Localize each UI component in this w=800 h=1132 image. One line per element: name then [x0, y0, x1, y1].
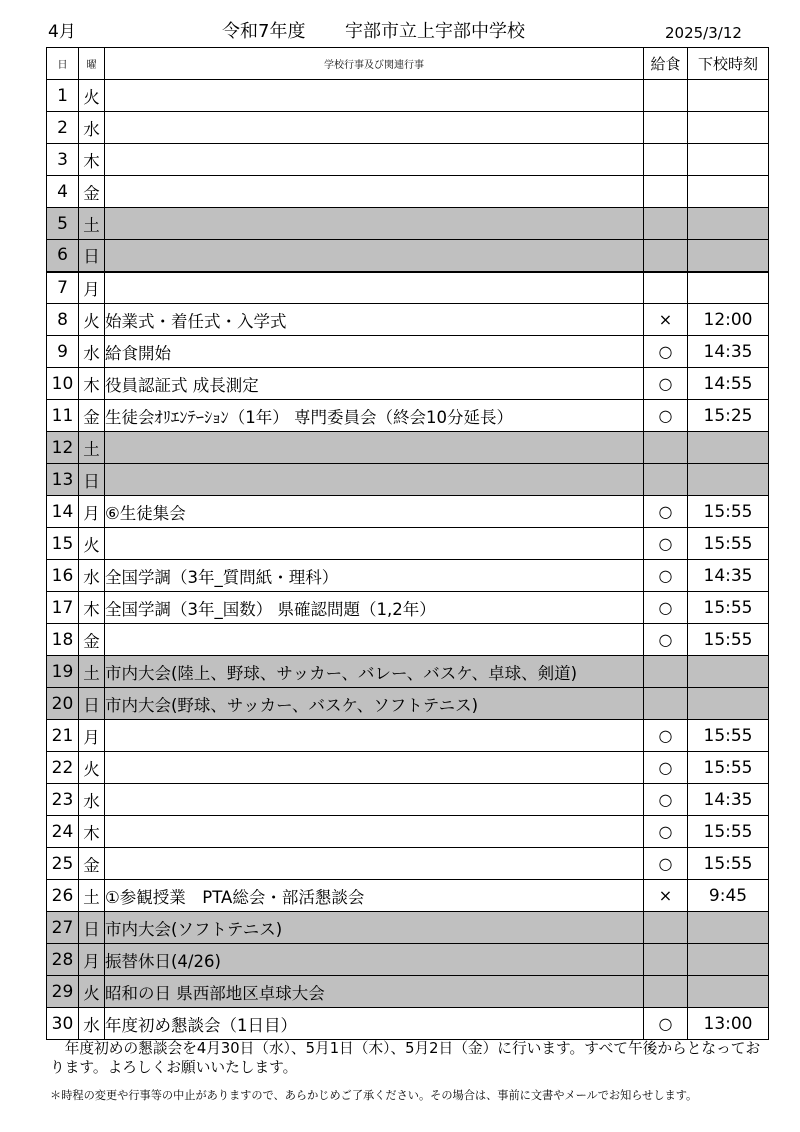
event-cell: 年度初め懇談会（1日目）	[105, 1008, 644, 1040]
lunch-cell	[644, 112, 688, 144]
weekday-cell: 木	[79, 592, 105, 624]
weekday-cell: 水	[79, 784, 105, 816]
dismissal-cell	[688, 176, 769, 208]
day-cell: 24	[47, 816, 79, 848]
lunch-cell	[644, 944, 688, 976]
weekday-cell: 土	[79, 432, 105, 464]
event-cell	[105, 784, 644, 816]
event-cell: 昭和の日 県西部地区卓球大会	[105, 976, 644, 1008]
lunch-cell	[644, 144, 688, 176]
meeting-notice: 年度初めの懇談会を4月30日（水）、5月1日（木）、5月2日（金）に行います。すべて午後からとなっております。よろしくお願いいたします。	[50, 1040, 761, 1076]
lunch-cell	[644, 912, 688, 944]
lunch-cell	[644, 176, 688, 208]
day-cell: 13	[47, 464, 79, 496]
event-cell: 市内大会(ソフトテニス)	[105, 912, 644, 944]
day-cell: 9	[47, 336, 79, 368]
lunch-cell	[644, 976, 688, 1008]
lunch-cell: ○	[644, 848, 688, 880]
weekday-cell: 月	[79, 720, 105, 752]
dismissal-cell: 15:55	[688, 752, 769, 784]
lunch-cell: ○	[644, 560, 688, 592]
column-header-dismissal: 下校時刻	[688, 48, 769, 80]
calendar-row	[47, 336, 769, 368]
calendar-row	[47, 688, 769, 720]
day-cell: 19	[47, 656, 79, 688]
day-cell: 5	[47, 208, 79, 240]
calendar-row	[47, 272, 769, 304]
weekday-cell: 土	[79, 880, 105, 912]
day-cell: 18	[47, 624, 79, 656]
weekday-cell: 月	[79, 944, 105, 976]
lunch-cell	[644, 432, 688, 464]
weekday-cell: 木	[79, 816, 105, 848]
event-cell: 全国学調（3年_国数） 県確認問題（1,2年）	[105, 592, 644, 624]
dismissal-cell: 14:35	[688, 560, 769, 592]
weekday-cell: 木	[79, 368, 105, 400]
calendar-row	[47, 1008, 769, 1040]
weekday-cell: 火	[79, 80, 105, 112]
dismissal-cell	[688, 112, 769, 144]
calendar-row	[47, 656, 769, 688]
weekday-cell: 日	[79, 688, 105, 720]
event-cell	[105, 272, 644, 304]
day-cell: 12	[47, 432, 79, 464]
weekday-cell: 水	[79, 336, 105, 368]
event-cell	[105, 112, 644, 144]
calendar-row	[47, 144, 769, 176]
day-cell: 6	[47, 240, 79, 272]
dismissal-cell: 9:45	[688, 880, 769, 912]
lunch-cell: ○	[644, 624, 688, 656]
day-cell: 16	[47, 560, 79, 592]
day-cell: 29	[47, 976, 79, 1008]
lunch-cell: ○	[644, 400, 688, 432]
calendar-row	[47, 880, 769, 912]
fiscal-year: 令和7年度	[222, 21, 306, 42]
column-header-weekday: 曜	[79, 48, 105, 80]
dismissal-cell	[688, 80, 769, 112]
day-cell: 27	[47, 912, 79, 944]
weekday-cell: 月	[79, 272, 105, 304]
dismissal-cell: 14:55	[688, 368, 769, 400]
dismissal-cell	[688, 912, 769, 944]
day-cell: 26	[47, 880, 79, 912]
day-cell: 4	[47, 176, 79, 208]
dismissal-cell: 15:55	[688, 720, 769, 752]
event-cell	[105, 80, 644, 112]
weekday-cell: 火	[79, 304, 105, 336]
dismissal-cell: 13:00	[688, 1008, 769, 1040]
event-cell: 役員認証式 成長測定	[105, 368, 644, 400]
calendar-row	[47, 944, 769, 976]
dismissal-cell	[688, 208, 769, 240]
calendar-row	[47, 368, 769, 400]
lunch-cell	[644, 272, 688, 304]
event-cell: 始業式・着任式・入学式	[105, 304, 644, 336]
day-cell: 8	[47, 304, 79, 336]
event-cell: 生徒会ｵﾘｴﾝﾃｰｼｮﾝ（1年） 専門委員会（終会10分延長）	[105, 400, 644, 432]
day-cell: 30	[47, 1008, 79, 1040]
lunch-cell	[644, 80, 688, 112]
day-cell: 25	[47, 848, 79, 880]
weekday-cell: 土	[79, 208, 105, 240]
weekday-cell: 木	[79, 144, 105, 176]
day-cell: 15	[47, 528, 79, 560]
day-cell: 17	[47, 592, 79, 624]
lunch-cell: ○	[644, 336, 688, 368]
dismissal-cell	[688, 688, 769, 720]
day-cell: 20	[47, 688, 79, 720]
dismissal-cell	[688, 976, 769, 1008]
dismissal-cell: 12:00	[688, 304, 769, 336]
day-cell: 3	[47, 144, 79, 176]
day-cell: 21	[47, 720, 79, 752]
dismissal-cell	[688, 944, 769, 976]
calendar-row	[47, 240, 769, 272]
weekday-cell: 土	[79, 656, 105, 688]
day-cell: 28	[47, 944, 79, 976]
event-cell	[105, 144, 644, 176]
calendar-row	[47, 976, 769, 1008]
event-cell	[105, 528, 644, 560]
weekday-cell: 金	[79, 624, 105, 656]
lunch-cell: ○	[644, 592, 688, 624]
calendar-row	[47, 496, 769, 528]
day-cell: 1	[47, 80, 79, 112]
calendar-row	[47, 528, 769, 560]
calendar-row	[47, 432, 769, 464]
school-name: 宇部市立上宇部中学校	[345, 21, 525, 42]
lunch-cell: ○	[644, 752, 688, 784]
calendar-row	[47, 208, 769, 240]
weekday-cell: 火	[79, 752, 105, 784]
event-cell	[105, 720, 644, 752]
calendar-row	[47, 560, 769, 592]
column-header-row	[47, 48, 769, 80]
lunch-cell: ○	[644, 368, 688, 400]
event-cell: ①参観授業 PTA総会・部活懇談会	[105, 880, 644, 912]
weekday-cell: 火	[79, 976, 105, 1008]
dismissal-cell: 14:35	[688, 784, 769, 816]
month-title: 4月	[48, 22, 76, 42]
event-cell	[105, 208, 644, 240]
event-cell: 全国学調（3年_質問紙・理科）	[105, 560, 644, 592]
dismissal-cell	[688, 272, 769, 304]
event-cell	[105, 752, 644, 784]
calendar-row	[47, 912, 769, 944]
weekday-cell: 水	[79, 560, 105, 592]
dismissal-cell: 15:55	[688, 816, 769, 848]
calendar-row	[47, 304, 769, 336]
weekday-cell: 日	[79, 240, 105, 272]
event-cell	[105, 816, 644, 848]
day-cell: 2	[47, 112, 79, 144]
calendar-row	[47, 752, 769, 784]
day-cell: 14	[47, 496, 79, 528]
lunch-cell	[644, 656, 688, 688]
lunch-cell: ○	[644, 528, 688, 560]
calendar-row	[47, 816, 769, 848]
calendar-row	[47, 464, 769, 496]
day-cell: 11	[47, 400, 79, 432]
dismissal-cell	[688, 464, 769, 496]
dismissal-cell: 15:55	[688, 624, 769, 656]
event-cell: ⑥生徒集会	[105, 496, 644, 528]
lunch-cell: ○	[644, 496, 688, 528]
lunch-cell: ○	[644, 816, 688, 848]
calendar-row	[47, 592, 769, 624]
weekday-cell: 水	[79, 112, 105, 144]
weekday-cell: 金	[79, 176, 105, 208]
dismissal-cell	[688, 656, 769, 688]
lunch-cell: ×	[644, 304, 688, 336]
dismissal-cell: 15:25	[688, 400, 769, 432]
calendar-row	[47, 80, 769, 112]
calendar-row	[47, 176, 769, 208]
event-cell: 振替休日(4/26)	[105, 944, 644, 976]
calendar-row	[47, 784, 769, 816]
lunch-cell: ○	[644, 720, 688, 752]
issue-date: 2025/3/12	[665, 24, 742, 42]
dismissal-cell: 14:35	[688, 336, 769, 368]
lunch-cell	[644, 240, 688, 272]
event-cell	[105, 432, 644, 464]
day-cell: 7	[47, 272, 79, 304]
column-header-events: 学校行事及び関連行事	[105, 48, 644, 80]
day-cell: 23	[47, 784, 79, 816]
event-cell	[105, 240, 644, 272]
event-cell	[105, 848, 644, 880]
weekday-cell: 日	[79, 912, 105, 944]
dismissal-cell: 15:55	[688, 592, 769, 624]
dismissal-cell	[688, 240, 769, 272]
weekday-cell: 火	[79, 528, 105, 560]
calendar-row	[47, 624, 769, 656]
lunch-cell	[644, 464, 688, 496]
lunch-cell	[644, 208, 688, 240]
weekday-cell: 水	[79, 1008, 105, 1040]
event-cell	[105, 624, 644, 656]
day-cell: 10	[47, 368, 79, 400]
dismissal-cell	[688, 144, 769, 176]
lunch-cell	[644, 688, 688, 720]
lunch-cell: ○	[644, 1008, 688, 1040]
schedule-disclaimer: ＊時程の変更や行事等の中止がありますので、あらかじめご了承ください。その場合は、事前に文書やメールでお知らせします。	[50, 1089, 698, 1102]
calendar-table	[46, 47, 769, 1040]
calendar-row	[47, 400, 769, 432]
weekday-cell: 月	[79, 496, 105, 528]
day-cell: 22	[47, 752, 79, 784]
event-cell	[105, 464, 644, 496]
lunch-cell: ×	[644, 880, 688, 912]
event-cell: 給食開始	[105, 336, 644, 368]
column-header-day: 日	[47, 48, 79, 80]
calendar-row	[47, 112, 769, 144]
weekday-cell: 日	[79, 464, 105, 496]
dismissal-cell: 15:55	[688, 496, 769, 528]
dismissal-cell	[688, 432, 769, 464]
weekday-cell: 金	[79, 848, 105, 880]
event-cell	[105, 176, 644, 208]
dismissal-cell: 15:55	[688, 528, 769, 560]
lunch-cell: ○	[644, 784, 688, 816]
column-header-lunch: 給食	[644, 48, 688, 80]
calendar-row	[47, 720, 769, 752]
event-cell: 市内大会(陸上、野球、サッカー、バレー、バスケ、卓球、剣道)	[105, 656, 644, 688]
event-cell: 市内大会(野球、サッカー、バスケ、ソフトテニス)	[105, 688, 644, 720]
calendar-row	[47, 848, 769, 880]
dismissal-cell: 15:55	[688, 848, 769, 880]
weekday-cell: 金	[79, 400, 105, 432]
